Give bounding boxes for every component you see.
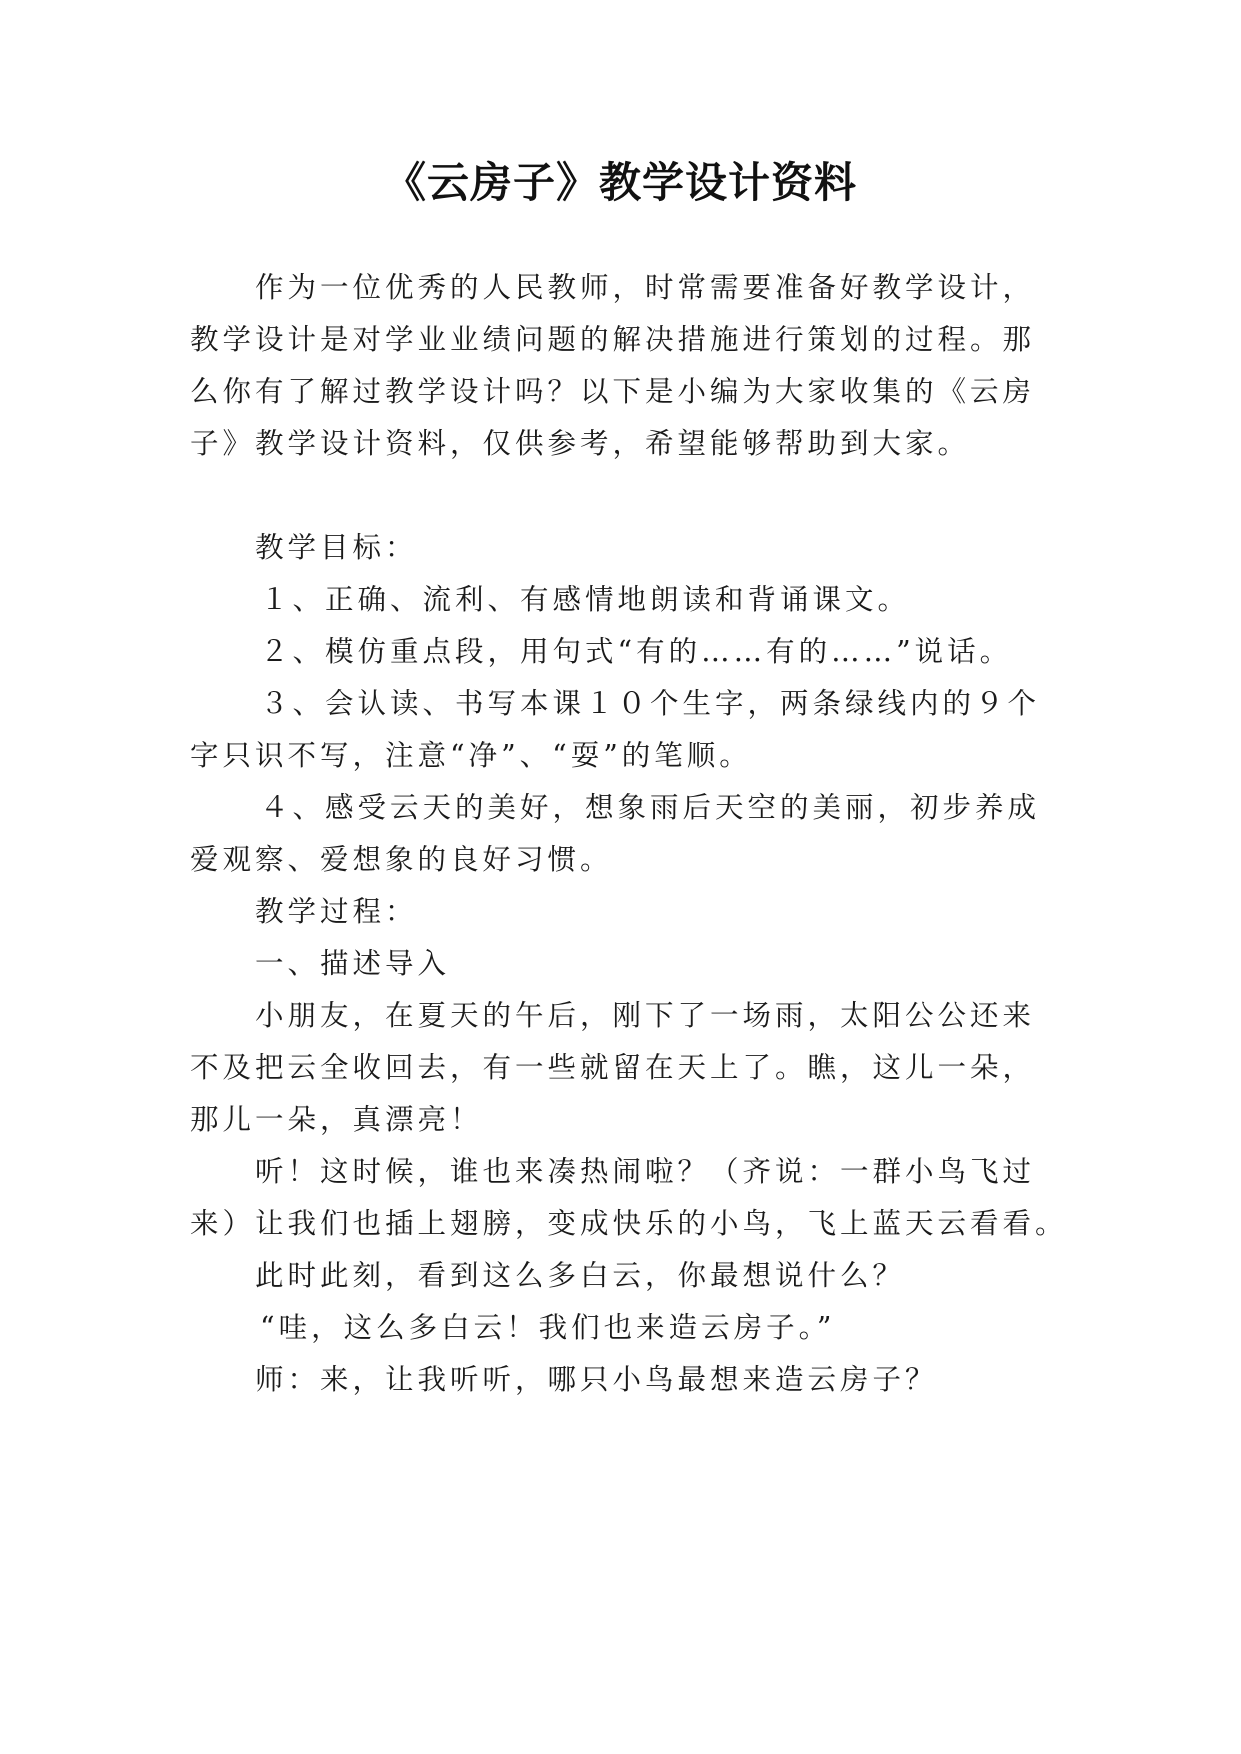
paragraph-line: 此时此刻，看到这么多白云，你最想说什么？	[255, 1259, 906, 1292]
paragraph-line: 那儿一朵，真漂亮！	[190, 1103, 483, 1136]
objective-item: ２、模仿重点段，用句式“有的……有的……”说话。	[260, 635, 1013, 668]
objective-item: ３、会认读、书写本课１０个生字，两条绿线内的９个	[260, 687, 1041, 720]
section-heading-objectives: 教学目标：	[255, 531, 418, 564]
objective-item: １、正确、流利、有感情地朗读和背诵课文。	[260, 583, 911, 616]
paragraph-line: 作为一位优秀的人民教师，时常需要准备好教学设计，	[255, 271, 1036, 304]
paragraph-line: 不及把云全收回去，有一些就留在天上了。瞧，这儿一朵，	[190, 1051, 1036, 1084]
objective-item-continued: 爱观察、爱想象的良好习惯。	[190, 843, 613, 876]
subsection-heading: 一、描述导入	[255, 947, 451, 980]
section-heading-process: 教学过程：	[255, 895, 418, 928]
paragraph-line: 来）让我们也插上翅膀，变成快乐的小鸟，飞上蓝天云看看。	[190, 1207, 1068, 1240]
paragraph-line: 小朋友，在夏天的午后，刚下了一场雨，太阳公公还来	[255, 999, 1036, 1032]
paragraph-line: 教学设计是对学业业绩问题的解决措施进行策划的过程。那	[190, 323, 1036, 356]
paragraph-line: “哇，这么多白云！我们也来造云房子。”	[260, 1311, 836, 1344]
objective-item-continued: 字只识不写，注意“净”、“耍”的笔顺。	[190, 739, 752, 772]
paragraph-line: 么你有了解过教学设计吗？以下是小编为大家收集的《云房	[190, 375, 1036, 408]
paragraph-line: 听！这时候，谁也来凑热闹啦？（齐说：一群小鸟飞过	[255, 1155, 1036, 1188]
objective-item: ４、感受云天的美好，想象雨后天空的美丽，初步养成	[260, 791, 1041, 824]
document-title: 《云房子》教学设计资料	[383, 158, 857, 207]
paragraph-line: 师：来，让我听听，哪只小鸟最想来造云房子？	[255, 1363, 938, 1396]
paragraph-line: 子》教学设计资料，仅供参考，希望能够帮助到大家。	[190, 427, 971, 460]
